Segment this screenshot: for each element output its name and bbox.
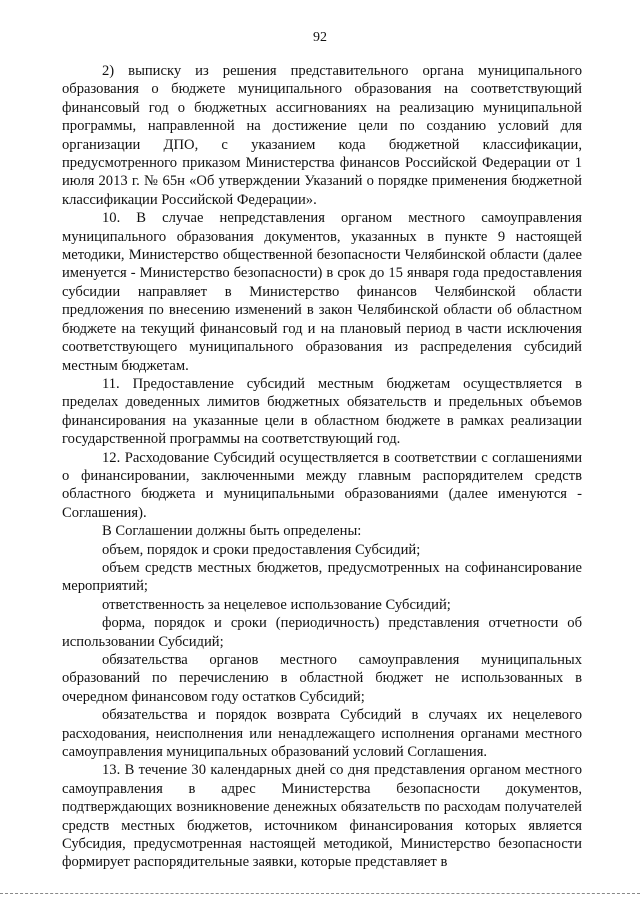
paragraph-agreement-reporting: форма, порядок и сроки (периодичность) представления отчетности об использовании Субсидий; bbox=[62, 615, 582, 650]
paragraph-clause-13: 13. В течение 30 календарных дней со дня представления органом местного самоуправления в адрес Министерства безопасности документов, подтверждающих возникновение денежных обязательств по расходам получателей средств местных бюджетов, источником финансирования которых является Субсидия, предусмотренная настоящей методикой, Министерство безопасности формирует распорядительные заявки, которые представляет в bbox=[62, 762, 582, 871]
paragraph-agreement-volume: объем, порядок и сроки предоставления Субсидий; bbox=[102, 541, 421, 558]
page-number: 92 bbox=[313, 30, 327, 45]
paragraph-clause-12: 12. Расходование Субсидий осуществляется в соответствии с соглашениями о финансировании, заключенными между главным распорядителем средств областного бюджета и муниципальными образованиями (далее именуются - Соглашения). bbox=[62, 449, 582, 521]
paragraph-agreement-cofinancing: объем средств местных бюджетов, предусмотренных на софинансирование мероприятий; bbox=[62, 559, 582, 595]
paragraph-agreement-responsibility: ответственность за нецелевое использование Субсидий; bbox=[102, 596, 451, 613]
paragraph-agreement-return: обязательства и порядок возврата Субсидий в случаях их нецелевого расходования, неисполнения или ненадлежащего исполнения органами местного самоуправления муниципальных образований условий Соглашения. bbox=[62, 707, 582, 761]
paragraph-item-2: 2) выписку из решения представительного органа муниципального образования о бюджете муниципального образования на соответствующий финансовый год о бюджетных ассигнованиях на реализацию муниципальной программы, направленной на достижение цели по созданию условий для организации ДПО, с указанием кода бюджетной классификации, предусмотренного приказом Министерства финансов Российской Федерации от 1 июля 2013 г. № 65н «Об утверждении Указаний о порядке применения бюджетной классификации Российской Федерации». bbox=[62, 63, 582, 208]
paragraph-agreement-transfer: обязательства органов местного самоуправления муниципальных образований по перечислению в областной бюджет не использованных в очередном финансовом году остатков Субсидий; bbox=[62, 652, 582, 705]
paragraph-clause-10: 10. В случае непредставления органом местного самоуправления муниципального образования документов, указанных в пункте 9 настоящей методики, Министерство общественной безопасности Челябинской области (далее именуется - Министерство безопасности) в срок до 15 января года предоставления субсидии направляет в Министерство финансов Челябинской области предложения по внесению изменений в закон Челябинской области об областном бюджете на текущий финансовый год и на плановый период в части исключения соответствующего муниципального образования из распределения субсидий местным бюджетам. bbox=[62, 210, 582, 374]
document-body bbox=[62, 62, 582, 872]
page-bottom-divider bbox=[0, 893, 640, 894]
paragraph-clause-11: 11. Предоставление субсидий местным бюджетам осуществляется в пределах доведенных лимитов бюджетных обязательств и предельных объемов финансирования на указанные цели в областном бюджете в рамках реализации государственной программы на соответствующий год. bbox=[62, 375, 582, 448]
paragraph-agreement-intro: В Соглашении должны быть определены: bbox=[102, 523, 362, 540]
